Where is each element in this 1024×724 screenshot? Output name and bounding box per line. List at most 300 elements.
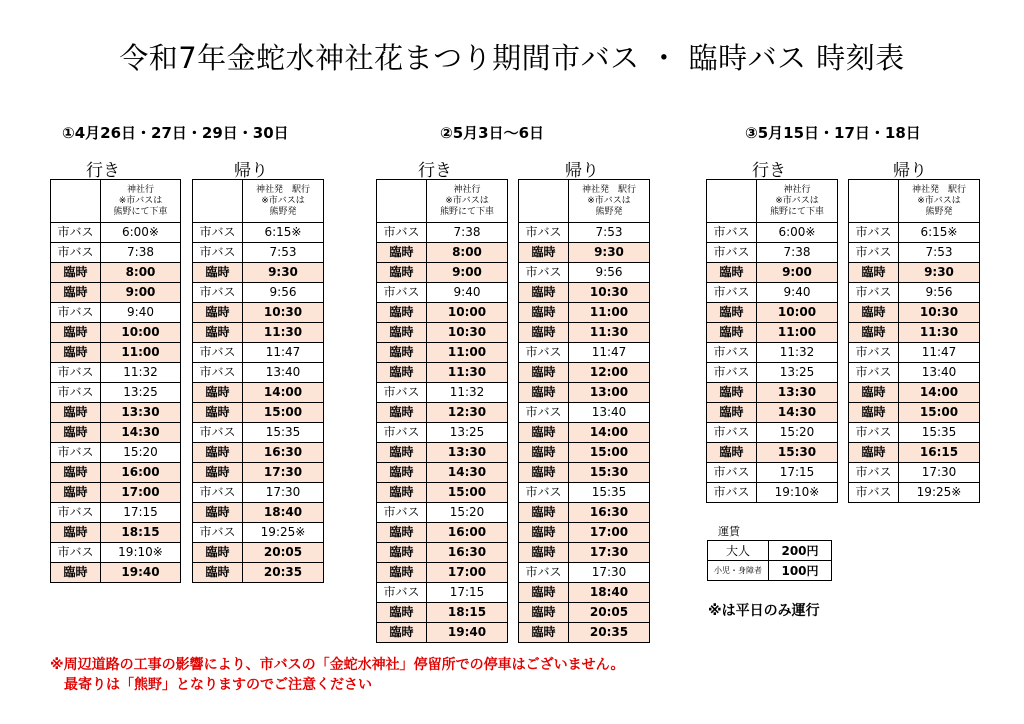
bus-type: 市バス [51, 303, 101, 323]
bus-type: 臨時 [377, 403, 427, 423]
bus-type: 市バス [51, 223, 101, 243]
inbound-header: 神社発 駅行 ※市バスは 熊野発 [243, 180, 324, 223]
bus-type: 臨時 [707, 303, 757, 323]
period-1-return-label: 帰り [234, 161, 268, 181]
bus-type: 臨時 [377, 323, 427, 343]
table-row [51, 443, 181, 463]
departure-time: 6:00※ [101, 223, 181, 243]
header-blank [849, 180, 899, 223]
table-row [51, 303, 181, 323]
bus-type: 市バス [707, 223, 757, 243]
departure-time: 17:30 [243, 483, 324, 503]
table-row [849, 443, 980, 463]
period-2-outbound-table [376, 179, 508, 643]
period-3-outbound-table [706, 179, 838, 503]
table-row [519, 503, 650, 523]
departure-time: 10:30 [899, 303, 980, 323]
departure-time: 11:00 [757, 323, 838, 343]
table-row [51, 483, 181, 503]
table-row [377, 463, 508, 483]
departure-time: 11:47 [899, 343, 980, 363]
departure-time: 10:30 [569, 283, 650, 303]
departure-time: 18:15 [427, 603, 508, 623]
departure-time: 16:30 [569, 503, 650, 523]
table-row [51, 263, 181, 283]
table-row [707, 463, 838, 483]
bus-type: 市バス [377, 583, 427, 603]
bus-type: 臨時 [849, 443, 899, 463]
table-row [707, 423, 838, 443]
departure-time: 9:30 [569, 243, 650, 263]
table-row [193, 463, 324, 483]
table-row [849, 323, 980, 343]
bus-type: 市バス [51, 363, 101, 383]
departure-time: 17:00 [427, 563, 508, 583]
bus-type: 市バス [51, 543, 101, 563]
departure-time: 13:25 [101, 383, 181, 403]
fare-child-price: 100円 [769, 561, 832, 581]
table-row [377, 543, 508, 563]
bus-type: 臨時 [707, 383, 757, 403]
departure-time: 13:40 [243, 363, 324, 383]
departure-time: 14:00 [569, 423, 650, 443]
bus-type: 臨時 [51, 463, 101, 483]
bus-type: 市バス [193, 363, 243, 383]
bus-type: 市バス [849, 243, 899, 263]
table-row [193, 523, 324, 543]
table-row [377, 283, 508, 303]
bus-type: 臨時 [519, 303, 569, 323]
departure-time: 10:00 [427, 303, 508, 323]
table-row [519, 543, 650, 563]
table-row [51, 383, 181, 403]
table-row [707, 243, 838, 263]
bus-type: 市バス [849, 223, 899, 243]
departure-time: 18:15 [101, 523, 181, 543]
departure-time: 13:40 [899, 363, 980, 383]
bus-type: 臨時 [849, 303, 899, 323]
departure-time: 16:00 [101, 463, 181, 483]
table-row [51, 463, 181, 483]
bus-type: 市バス [707, 363, 757, 383]
bus-type: 臨時 [193, 403, 243, 423]
table-row [51, 543, 181, 563]
table-row [377, 323, 508, 343]
table-row [519, 283, 650, 303]
table-row [519, 463, 650, 483]
bus-type: 臨時 [51, 343, 101, 363]
departure-time: 12:00 [569, 363, 650, 383]
departure-time: 9:30 [243, 263, 324, 283]
bus-type: 市バス [377, 383, 427, 403]
departure-time: 14:30 [427, 463, 508, 483]
departure-time: 15:20 [757, 423, 838, 443]
table-row [377, 503, 508, 523]
departure-time: 19:10※ [101, 543, 181, 563]
bus-type: 臨時 [849, 403, 899, 423]
table-row [849, 403, 980, 423]
bus-type: 臨時 [193, 563, 243, 583]
departure-time: 17:15 [427, 583, 508, 603]
bus-type: 市バス [849, 363, 899, 383]
bus-type: 臨時 [519, 363, 569, 383]
bus-type: 臨時 [193, 503, 243, 523]
departure-time: 20:05 [243, 543, 324, 563]
departure-time: 7:38 [427, 223, 508, 243]
departure-time: 7:53 [899, 243, 980, 263]
weekday-note: ※は平日のみ運行 [708, 603, 820, 619]
table-row [519, 563, 650, 583]
header-blank [377, 180, 427, 223]
table-row [377, 223, 508, 243]
fare-adult-price: 200円 [769, 541, 832, 561]
departure-time: 7:53 [569, 223, 650, 243]
bus-type: 臨時 [377, 603, 427, 623]
departure-time: 20:35 [569, 623, 650, 643]
bus-type: 市バス [519, 343, 569, 363]
departure-time: 15:20 [101, 443, 181, 463]
table-row [51, 283, 181, 303]
table-row [519, 303, 650, 323]
table-row [193, 303, 324, 323]
bus-type: 臨時 [519, 243, 569, 263]
period-2-inbound-table [518, 179, 650, 643]
bus-type: 市バス [519, 223, 569, 243]
table-row [519, 623, 650, 643]
departure-time: 15:20 [427, 503, 508, 523]
departure-time: 20:05 [569, 603, 650, 623]
table-row [193, 383, 324, 403]
departure-time: 10:00 [101, 323, 181, 343]
table-row [707, 443, 838, 463]
departure-time: 9:00 [427, 263, 508, 283]
table-row [849, 463, 980, 483]
table-row [51, 523, 181, 543]
departure-time: 18:40 [569, 583, 650, 603]
bus-type: 臨時 [377, 523, 427, 543]
table-row [377, 343, 508, 363]
departure-time: 13:25 [427, 423, 508, 443]
departure-time: 10:30 [243, 303, 324, 323]
warning-line-1: ※周辺道路の工事の影響により、市バスの「金蛇水神社」停留所での停車はございません。 [50, 657, 625, 673]
period-1-inbound-table [192, 179, 324, 583]
bus-type: 臨時 [51, 283, 101, 303]
table-row [51, 423, 181, 443]
bus-type: 市バス [519, 403, 569, 423]
bus-type: 臨時 [519, 523, 569, 543]
bus-type: 臨時 [51, 423, 101, 443]
departure-time: 11:30 [427, 363, 508, 383]
period-3-inbound-table [848, 179, 980, 503]
table-row [519, 243, 650, 263]
table-row [707, 263, 838, 283]
table-row [193, 243, 324, 263]
table-row [707, 303, 838, 323]
departure-time: 13:30 [427, 443, 508, 463]
bus-type: 市バス [51, 383, 101, 403]
bus-type: 臨時 [377, 343, 427, 363]
table-row [519, 363, 650, 383]
table-row [193, 263, 324, 283]
period-1-going-label: 行き [86, 161, 120, 181]
header-blank [51, 180, 101, 223]
bus-type: 市バス [707, 463, 757, 483]
bus-type: 臨時 [519, 463, 569, 483]
bus-type: 臨時 [193, 443, 243, 463]
bus-type: 市バス [193, 483, 243, 503]
bus-type: 臨時 [193, 263, 243, 283]
table-row [377, 243, 508, 263]
bus-type: 市バス [707, 483, 757, 503]
departure-time: 9:40 [101, 303, 181, 323]
table-row [377, 263, 508, 283]
bus-type: 市バス [849, 423, 899, 443]
bus-type: 市バス [707, 343, 757, 363]
table-row [707, 403, 838, 423]
table-row [377, 403, 508, 423]
bus-type: 臨時 [377, 443, 427, 463]
table-row [519, 343, 650, 363]
bus-type: 臨時 [377, 563, 427, 583]
table-row [377, 383, 508, 403]
table-row [519, 523, 650, 543]
table-row [193, 283, 324, 303]
bus-type: 臨時 [193, 543, 243, 563]
bus-type: 臨時 [51, 483, 101, 503]
departure-time: 16:00 [427, 523, 508, 543]
table-row [707, 323, 838, 343]
departure-time: 13:30 [101, 403, 181, 423]
bus-type: 市バス [193, 523, 243, 543]
bus-type: 市バス [51, 243, 101, 263]
departure-time: 15:30 [757, 443, 838, 463]
bus-type: 臨時 [377, 483, 427, 503]
table-row [519, 443, 650, 463]
bus-type: 臨時 [377, 303, 427, 323]
departure-time: 9:40 [427, 283, 508, 303]
table-row [707, 283, 838, 303]
table-row [519, 583, 650, 603]
departure-time: 19:10※ [757, 483, 838, 503]
departure-time: 11:30 [243, 323, 324, 343]
departure-time: 11:00 [427, 343, 508, 363]
table-row [377, 563, 508, 583]
bus-type: 臨時 [519, 283, 569, 303]
bus-type: 市バス [377, 423, 427, 443]
bus-type: 臨時 [707, 403, 757, 423]
bus-type: 臨時 [849, 383, 899, 403]
table-row [51, 243, 181, 263]
bus-type: 臨時 [519, 503, 569, 523]
departure-time: 13:00 [569, 383, 650, 403]
table-row [193, 423, 324, 443]
departure-time: 17:15 [101, 503, 181, 523]
table-row [377, 303, 508, 323]
bus-type: 臨時 [51, 263, 101, 283]
bus-type: 臨時 [193, 463, 243, 483]
bus-type: 臨時 [377, 263, 427, 283]
departure-time: 14:30 [757, 403, 838, 423]
bus-type: 臨時 [193, 323, 243, 343]
bus-type: 臨時 [519, 543, 569, 563]
departure-time: 9:40 [757, 283, 838, 303]
departure-time: 11:00 [569, 303, 650, 323]
bus-type: 臨時 [849, 263, 899, 283]
table-row [377, 603, 508, 623]
departure-time: 16:15 [899, 443, 980, 463]
departure-time: 14:00 [899, 383, 980, 403]
header-blank [519, 180, 569, 223]
departure-time: 7:53 [243, 243, 324, 263]
departure-time: 6:15※ [243, 223, 324, 243]
departure-time: 13:40 [569, 403, 650, 423]
table-row [849, 283, 980, 303]
departure-time: 7:38 [101, 243, 181, 263]
bus-type: 臨時 [519, 323, 569, 343]
period-1-outbound-table [50, 179, 181, 583]
departure-time: 9:00 [757, 263, 838, 283]
departure-time: 6:00※ [757, 223, 838, 243]
departure-time: 17:00 [569, 523, 650, 543]
header-blank [193, 180, 243, 223]
table-row [707, 343, 838, 363]
bus-type: 市バス [193, 243, 243, 263]
departure-time: 11:47 [569, 343, 650, 363]
bus-type: 市バス [193, 343, 243, 363]
table-row [377, 363, 508, 383]
bus-type: 市バス [707, 283, 757, 303]
departure-time: 11:30 [899, 323, 980, 343]
table-row [51, 363, 181, 383]
table-row [849, 363, 980, 383]
bus-type: 臨時 [519, 583, 569, 603]
bus-type: 臨時 [51, 563, 101, 583]
bus-type: 市バス [849, 483, 899, 503]
construction-warning [50, 655, 624, 695]
departure-time: 13:25 [757, 363, 838, 383]
departure-time: 11:32 [757, 343, 838, 363]
departure-time: 15:00 [243, 403, 324, 423]
table-row [519, 403, 650, 423]
fare-row-adult [708, 541, 832, 561]
table-row [377, 443, 508, 463]
departure-time: 11:00 [101, 343, 181, 363]
bus-type: 臨時 [849, 323, 899, 343]
table-row [707, 483, 838, 503]
departure-time: 17:30 [569, 563, 650, 583]
table-row [519, 323, 650, 343]
departure-time: 11:47 [243, 343, 324, 363]
departure-time: 15:30 [569, 463, 650, 483]
table-row [519, 483, 650, 503]
departure-time: 11:32 [427, 383, 508, 403]
table-row [193, 503, 324, 523]
departure-time: 18:40 [243, 503, 324, 523]
table-row [193, 323, 324, 343]
outbound-header: 神社行 ※市バスは 熊野にて下車 [427, 180, 508, 223]
bus-type: 市バス [377, 223, 427, 243]
fare-row-child [708, 561, 832, 581]
table-row [193, 563, 324, 583]
bus-type: 臨時 [519, 623, 569, 643]
bus-type: 市バス [193, 423, 243, 443]
table-row [519, 223, 650, 243]
bus-type: 市バス [377, 283, 427, 303]
table-row [707, 383, 838, 403]
departure-time: 15:00 [899, 403, 980, 423]
table-row [849, 223, 980, 243]
departure-time: 17:15 [757, 463, 838, 483]
bus-type: 市バス [51, 503, 101, 523]
bus-type: 臨時 [707, 263, 757, 283]
table-row [51, 403, 181, 423]
departure-time: 9:00 [101, 283, 181, 303]
departure-time: 9:30 [899, 263, 980, 283]
page-title: 令和7年金蛇水神社花まつり期間市バス ・ 臨時バス 時刻表 [119, 41, 905, 75]
bus-type: 市バス [193, 223, 243, 243]
bus-type: 市バス [519, 263, 569, 283]
table-row [377, 483, 508, 503]
table-row [849, 423, 980, 443]
bus-type: 臨時 [377, 243, 427, 263]
bus-type: 市バス [707, 423, 757, 443]
departure-time: 15:35 [243, 423, 324, 443]
period-1-heading: ①4月26日・27日・29日・30日 [62, 124, 289, 142]
departure-time: 16:30 [243, 443, 324, 463]
fare-label: 運賃 [718, 525, 740, 538]
inbound-header: 神社発 駅行 ※市バスは 熊野発 [569, 180, 650, 223]
departure-time: 13:30 [757, 383, 838, 403]
bus-type: 市バス [519, 563, 569, 583]
fare-table [707, 540, 832, 581]
departure-time: 17:30 [569, 543, 650, 563]
bus-type: 臨時 [377, 363, 427, 383]
table-row [849, 383, 980, 403]
table-row [51, 343, 181, 363]
departure-time: 17:00 [101, 483, 181, 503]
table-row [849, 263, 980, 283]
departure-time: 14:30 [101, 423, 181, 443]
departure-time: 15:35 [569, 483, 650, 503]
bus-type: 臨時 [377, 623, 427, 643]
departure-time: 9:56 [899, 283, 980, 303]
period-3-heading: ③5月15日・17日・18日 [745, 124, 921, 142]
bus-type: 臨時 [519, 443, 569, 463]
table-row [193, 343, 324, 363]
table-row [51, 323, 181, 343]
outbound-header: 神社行 ※市バスは 熊野にて下車 [757, 180, 838, 223]
period-2-return-label: 帰り [565, 161, 599, 181]
table-row [707, 223, 838, 243]
table-row [377, 583, 508, 603]
table-row [193, 443, 324, 463]
table-row [849, 243, 980, 263]
table-row [193, 403, 324, 423]
bus-type: 市バス [707, 243, 757, 263]
period-2-going-label: 行き [418, 161, 452, 181]
bus-type: 臨時 [51, 523, 101, 543]
table-row [707, 363, 838, 383]
table-row [519, 263, 650, 283]
table-row [51, 503, 181, 523]
departure-time: 17:30 [243, 463, 324, 483]
bus-type: 臨時 [707, 323, 757, 343]
table-row [193, 363, 324, 383]
inbound-header: 神社発 駅行 ※市バスは 熊野発 [899, 180, 980, 223]
table-row [377, 623, 508, 643]
table-row [849, 343, 980, 363]
bus-type: 市バス [849, 343, 899, 363]
